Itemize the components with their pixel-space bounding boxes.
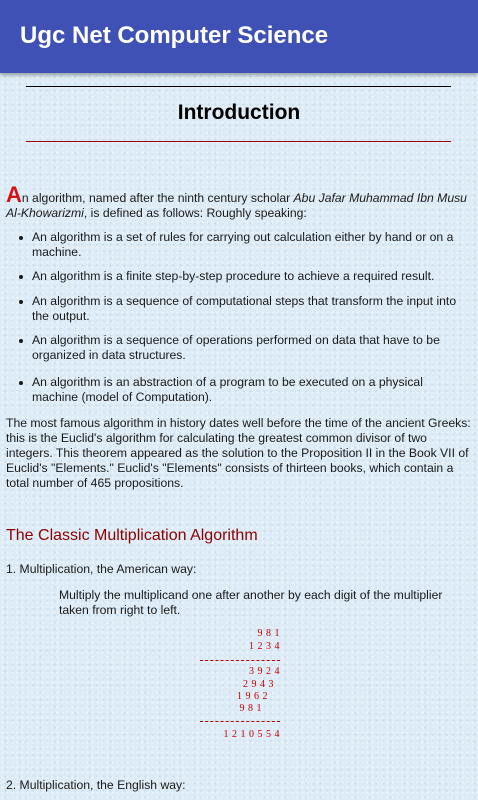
section-title: The Classic Multiplication Algorithm (6, 527, 258, 544)
list-item: An algorithm is an abstraction of a program to be executed on a physical machine (model of Computation). (16, 375, 472, 405)
multiplicand: 9 8 1 (257, 628, 280, 639)
scholar-name: Abu Jafar Muhammad Ibn Musu Al-Khowarizmi (6, 191, 467, 220)
drop-cap: A (6, 182, 22, 207)
list-item: An algorithm is a set of rules for carrying out calculation either by hand or on a machine. (16, 230, 472, 260)
list-item: An algorithm is a finite step-by-step procedure to achieve a required result. (16, 269, 472, 284)
item-english: 2. Multiplication, the English way: (6, 778, 186, 792)
product-result: 1 2 1 0 5 5 4 (223, 729, 280, 740)
list-item: An algorithm is a sequence of operations performed on data that have to be organized in data structures. (16, 333, 472, 363)
top-divider (26, 86, 451, 87)
multiplier: 1 2 3 4 (249, 641, 280, 652)
american-description: Multiply the multiplicand one after another by each digit of the multiplier taken from right to left. (59, 588, 443, 617)
intro-paragraph (6, 182, 472, 221)
partial-product: 9 8 1 (239, 703, 280, 714)
app-bar (0, 0, 478, 73)
partial-product: 3 9 2 4 (249, 666, 280, 677)
intro-text-1: n algorithm, named after the ninth century scholar (21, 191, 294, 205)
euclid-paragraph: The most famous algorithm in history dates well before the time of the ancient Greeks: this is the Euclid's algorithm for calculating the greatest common divisor of two integers. This theorem appeared as the solution to the Proposition II in the Book VII of Euclid's "Elements." Euclid's "Elements" consists of thirteen books, which contain a total number of 465 propositions. (6, 416, 471, 490)
partial-product: 1 9 6 2 (237, 691, 280, 702)
partial-product: 2 9 4 3 (243, 679, 280, 690)
intro-text-2: , is defined as follows: Roughly speaking: (83, 206, 307, 220)
divider-line (200, 721, 280, 722)
heading-divider (26, 141, 451, 142)
page-heading: Introduction (177, 101, 301, 124)
item-american: 1. Multiplication, the American way: (6, 562, 197, 576)
list-item: An algorithm is a sequence of computational steps that transform the input into the output. (16, 294, 472, 324)
divider-line (200, 660, 280, 661)
app-title: Ugc Net Computer Science (20, 22, 329, 49)
